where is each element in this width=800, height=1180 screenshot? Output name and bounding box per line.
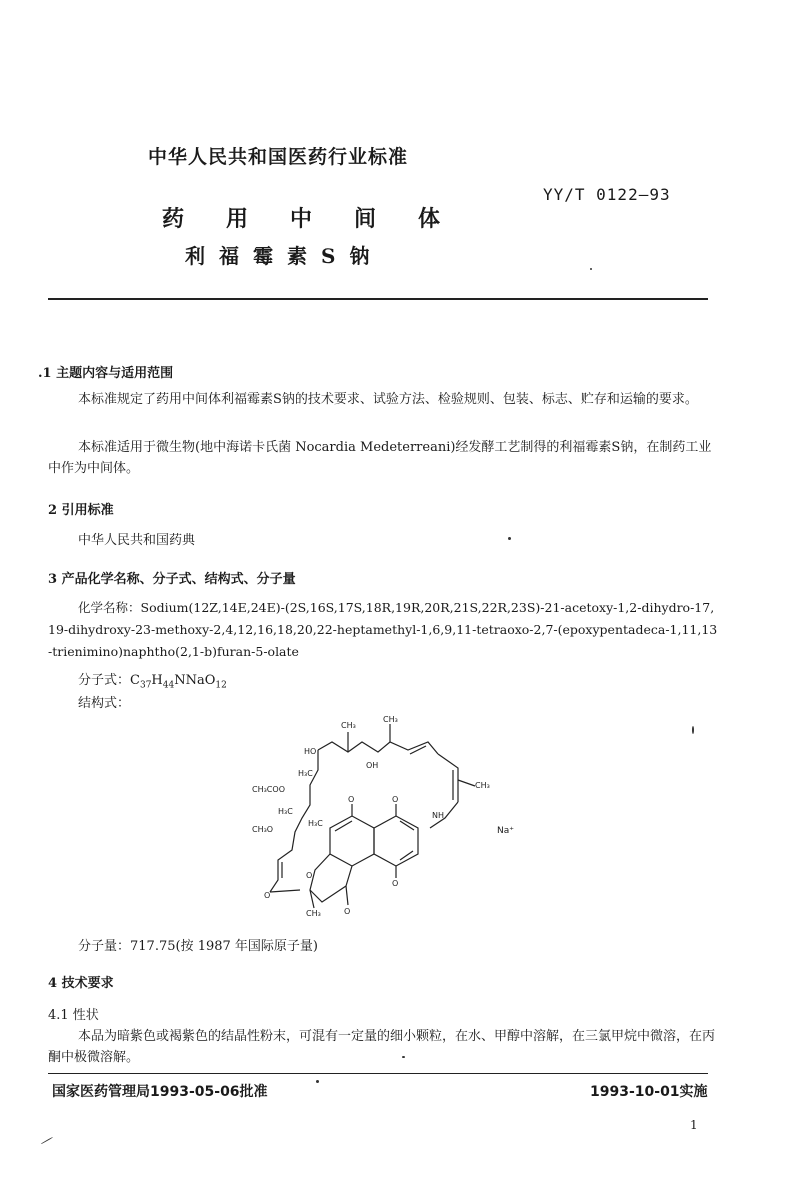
formula-h-count: 44 xyxy=(162,680,175,691)
ether-bond xyxy=(270,890,300,892)
label-o-a: O xyxy=(348,795,355,804)
section-1-paragraph-2: 本标准适用于微生物(地中海诺卡氏菌 Nocardia Medeterreani)经发酵工艺制得的利福霉素S钠，在制药工业中作为中间体。 xyxy=(48,440,712,476)
carbonyl-e xyxy=(346,886,348,905)
label-ch3-c: CH₃ xyxy=(475,781,490,790)
formula-prefix: 分子式： xyxy=(78,673,131,688)
scan-speck xyxy=(402,1056,405,1058)
label-o-d: O xyxy=(344,907,351,916)
structure-label: 结构式： xyxy=(78,696,131,711)
section-4-1-heading: 4.1 性状 xyxy=(48,1008,99,1023)
molecular-weight: 分子量：717.75(按 1987 年国际原子量) xyxy=(78,939,318,954)
label-o-b: O xyxy=(392,795,399,804)
section-2-body: 中华人民共和国药典 xyxy=(78,533,196,548)
label-o-e: O xyxy=(306,871,313,880)
scan-speck xyxy=(316,1080,319,1083)
scan-speck xyxy=(692,726,694,734)
document-title-line1: 药用中间体 xyxy=(162,206,483,232)
section-4-1-body: 本品为暗紫色或褐紫色的结晶性粉末，可混有一定量的细小颗粒，在水、甲醇中溶解，在三氯甲烷中微溶，在丙酮中极微溶解。 xyxy=(48,1029,716,1065)
naphthalene-ring-a xyxy=(330,816,374,866)
label-ch3-d: CH₃ xyxy=(306,909,321,918)
section-1-paragraph-1: 本标准规定了药用中间体利福霉素S钠的技术要求、试验方法、检验规则、包装、标志、贮存和运输的要求。 xyxy=(78,392,698,407)
label-nh: NH xyxy=(432,811,444,820)
scan-speck xyxy=(590,268,592,270)
header-divider xyxy=(48,298,708,300)
formula-rest: NNaO xyxy=(174,673,216,688)
naphthalene-ring-b xyxy=(374,816,418,866)
label-h3c-c: H₃C xyxy=(308,819,323,828)
furan-ring xyxy=(310,854,346,902)
molecular-formula xyxy=(78,669,227,691)
label-methoxy: CH₃O xyxy=(252,825,274,834)
label-o-c: O xyxy=(392,879,399,888)
ansa-chain-right xyxy=(438,754,458,802)
section-1-heading: .1 主题内容与适用范围 xyxy=(38,366,174,381)
label-h3c-b: H₃C xyxy=(278,807,293,816)
label-o-f: O xyxy=(264,891,271,900)
formula-c: C xyxy=(130,673,140,688)
double-bond-top xyxy=(410,746,426,754)
ring-double-c xyxy=(400,851,413,860)
effective-date: 1993-10-01实施 xyxy=(590,1084,708,1100)
label-oh-a: HO xyxy=(304,747,317,756)
sodium-ion-label: Na⁺ xyxy=(497,826,514,836)
label-acetoxy: CH₃COO xyxy=(252,785,285,794)
ansa-chain-top xyxy=(318,742,438,754)
document-title-line2: 利福霉素S钠 xyxy=(185,244,384,268)
section-3-heading: 3 产品化学名称、分子式、结构式、分子量 xyxy=(48,572,296,587)
section-2-heading: 2 引用标准 xyxy=(48,503,114,518)
methyl-bond-c xyxy=(458,780,475,786)
approval-date: 国家医药管理局1993-05-06批准 xyxy=(52,1084,268,1100)
ring-double-a xyxy=(335,821,352,831)
label-ch3-b: CH₃ xyxy=(383,715,398,724)
formula-h: H xyxy=(151,673,163,688)
label-ch3-a: CH₃ xyxy=(341,721,356,730)
scan-speck xyxy=(41,1137,54,1145)
footer-divider xyxy=(48,1073,708,1074)
page-number: 1 xyxy=(690,1118,698,1132)
structural-formula-diagram xyxy=(240,710,540,930)
scan-speck xyxy=(508,537,511,540)
formula-c-count: 37 xyxy=(139,680,152,691)
standard-code: YY/T 0122—93 xyxy=(543,185,671,204)
label-h3c-a: H₃C xyxy=(298,769,313,778)
issuing-agency-title: 中华人民共和国医药行业标准 xyxy=(148,146,409,168)
section-4-heading: 4 技术要求 xyxy=(48,976,114,991)
label-oh-b: OH xyxy=(366,761,379,770)
carbonyl-d xyxy=(346,866,352,886)
chemical-name: 化学名称：Sodium(12Z,14E,24E)-(2S,16S,17S,18R,19R,20R,21S,22R,23S)-21-acetoxy-1,2-dihydro-17,19-dihydroxy-23-methoxy-2,4,12,16,18,20,22-heptamethyl-1,6,9,11-tetraoxo-2,7-(epoxypentadeca-1,11,13-trienimino)naphtho(2,1-b)furan-5-olate xyxy=(48,600,718,659)
formula-o-count: 12 xyxy=(215,680,227,691)
